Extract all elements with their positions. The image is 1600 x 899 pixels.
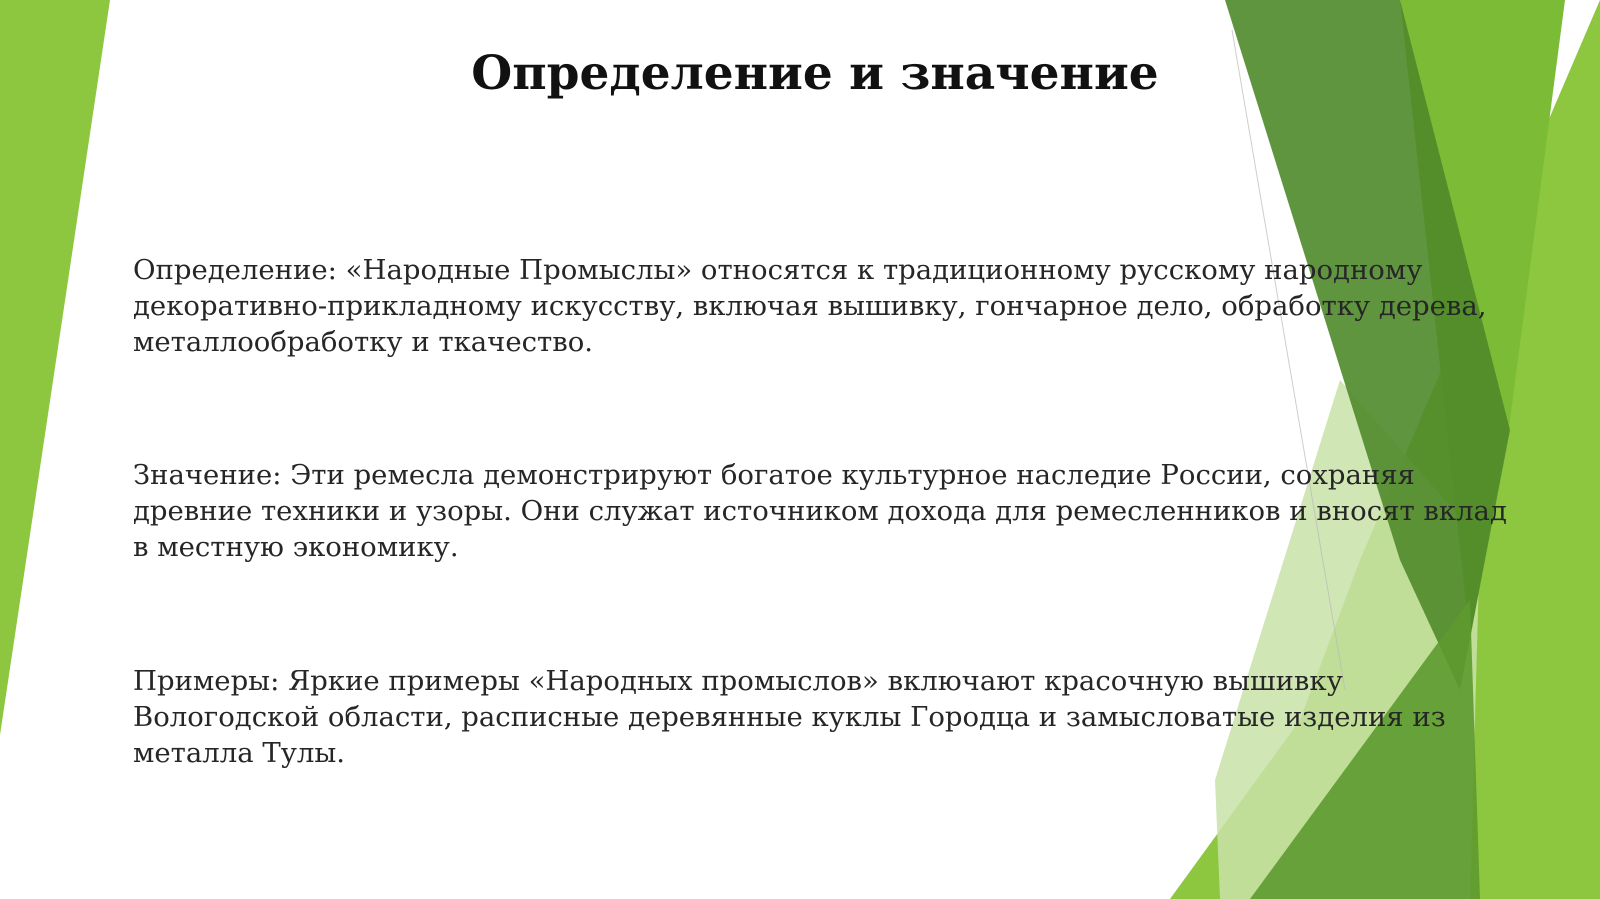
significance-paragraph: Значение: Эти ремесла демонстрируют богатое культурное наследие России, сохраняя древние техники и узоры. Они служат источником дохода для ремесленников и вносят вклад в местную экономику. xyxy=(133,459,1507,563)
left-green-shape xyxy=(0,0,110,735)
slide-title: Определение и значение xyxy=(471,46,1159,101)
definition-paragraph: Определение: «Народные Промыслы» относятся к традиционному русскому народному декоративно-прикладному искусству, включая вышивку, гончарное дело, обработку дерева, металлообработку и ткачество. xyxy=(133,254,1487,358)
examples-paragraph: Примеры: Яркие примеры «Народных промыслов» включают красочную вышивку Вологодской области, расписные деревянные куклы Городца и замысловатые изделия из металла Тулы. xyxy=(133,665,1446,769)
